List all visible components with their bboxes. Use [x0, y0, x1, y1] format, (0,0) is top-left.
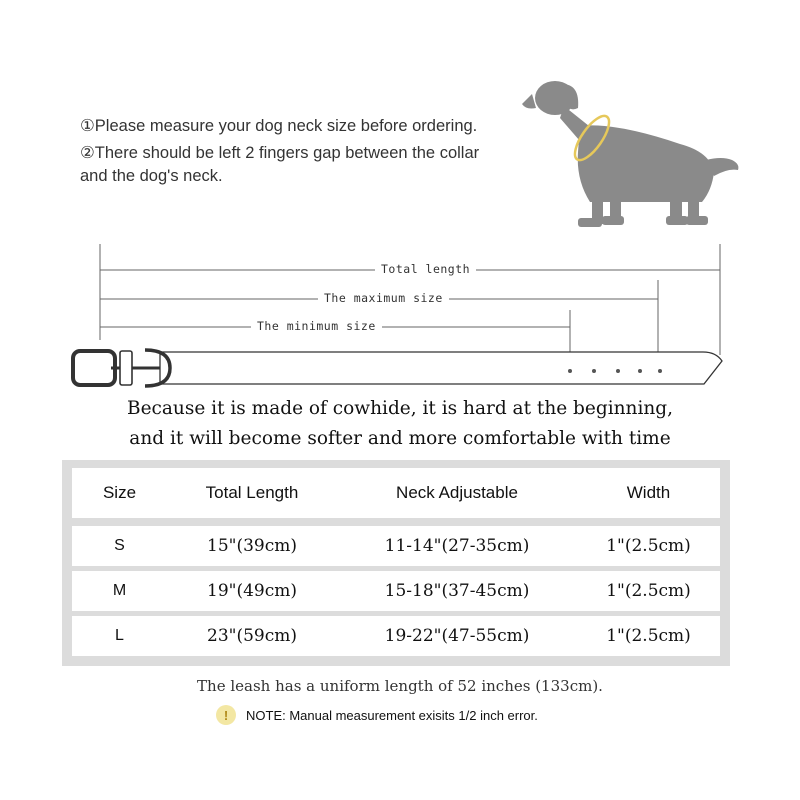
total-length-cell: 23"(59cm)	[207, 626, 297, 646]
maximum-size-label: The maximum size	[318, 291, 449, 305]
header-width: Width	[626, 483, 671, 502]
leash-length-note: The leash has a uniform length of 52 inches (133cm).	[197, 677, 603, 695]
size-table	[62, 460, 730, 666]
size-cell: L	[115, 627, 124, 644]
neck-adjustable-cell: 19-22"(47-55cm)	[384, 626, 530, 646]
minimum-size-label: The minimum size	[251, 319, 382, 333]
neck-adjustable-cell: 15-18"(37-45cm)	[384, 581, 530, 601]
instruction-line-2: ②There should be left 2 fingers gap between the collar and the dog's neck.	[80, 144, 480, 185]
table-row	[72, 526, 720, 566]
width-cell: 1"(2.5cm)	[606, 626, 691, 646]
instruction-line-1: ①Please measure your dog neck size before ordering.	[80, 117, 478, 135]
size-cell: M	[112, 582, 127, 599]
measurement-warning	[216, 705, 538, 725]
total-length-label: Total length	[375, 262, 476, 276]
table-row	[72, 616, 720, 656]
cowhide-note-line-1: Because it is made of cowhide, it is hard at the beginning,	[126, 398, 673, 419]
collar-icon	[73, 350, 722, 386]
neck-adjustable-cell: 11-14"(27-35cm)	[384, 536, 530, 556]
size-cell: S	[114, 537, 125, 554]
warning-text: NOTE: Manual measurement exisits 1/2 inch error.	[246, 707, 538, 723]
table-header-row	[72, 468, 720, 518]
width-cell: 1"(2.5cm)	[606, 536, 691, 556]
header-neck-adjustable: Neck Adjustable	[396, 483, 518, 502]
cowhide-note-line-2: and it will become softer and more comfortable with time	[129, 428, 671, 449]
total-length-cell: 19"(49cm)	[207, 581, 297, 601]
header-total-length: Total Length	[205, 483, 299, 502]
warning-icon: !	[216, 705, 236, 725]
table-row	[72, 571, 720, 611]
total-length-cell: 15"(39cm)	[207, 536, 297, 556]
width-cell: 1"(2.5cm)	[606, 581, 691, 601]
header-size: Size	[102, 483, 137, 502]
